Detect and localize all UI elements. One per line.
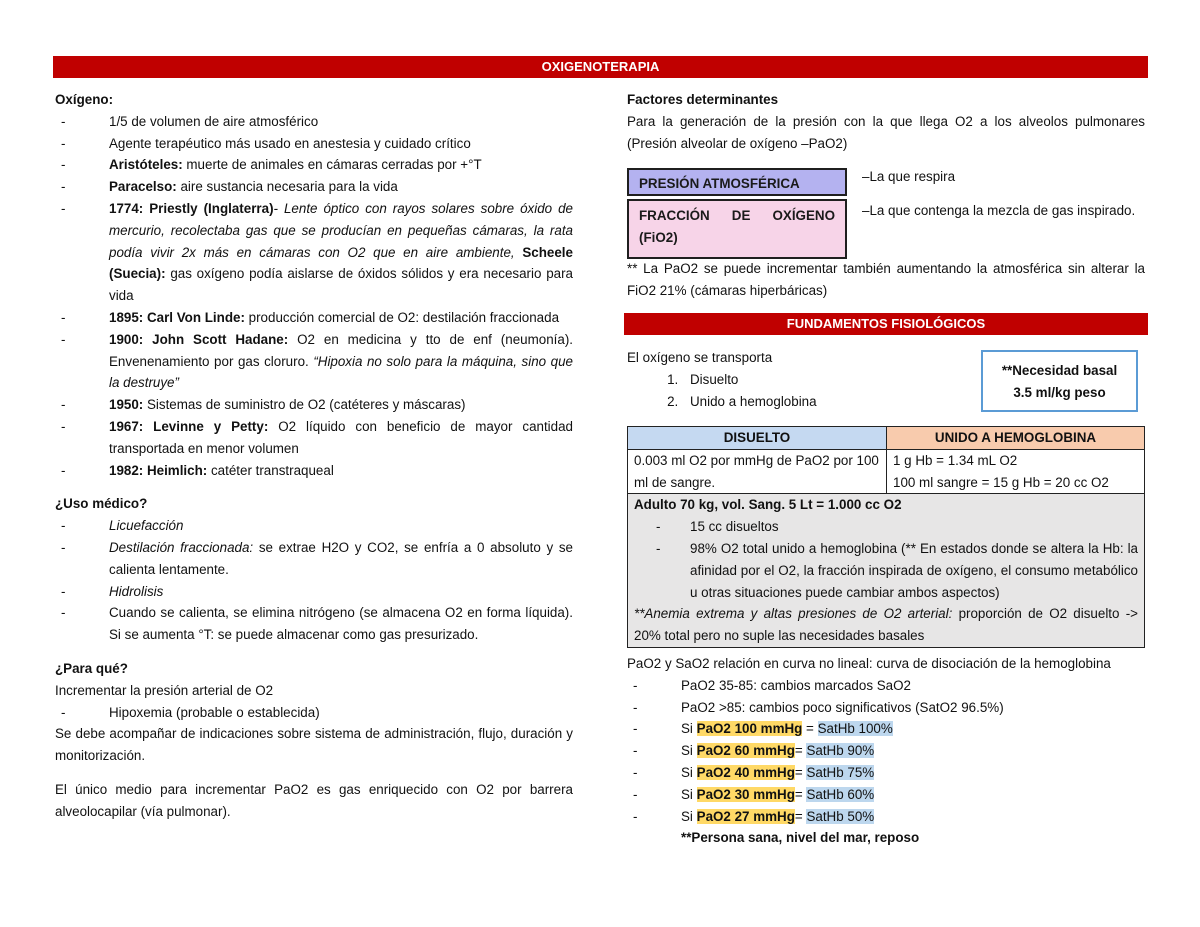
transporte-section — [627, 347, 947, 412]
list-item: - Si PaO2 30 mmHg= SatHb 60% — [627, 784, 1145, 806]
list-item: - Si PaO2 40 mmHg= SatHb 75% — [627, 762, 1145, 784]
table-header-disuelto: DISUELTO — [628, 427, 887, 450]
uso-heading: ¿Uso médico? — [55, 496, 148, 512]
list-item: - 1900: John Scott Hadane: O2 en medicina y tto de enf (neumonía). Envenenamiento por gas cloruro. “Hipoxia no solo para la máquina, sino que la destruye” — [55, 329, 573, 394]
main-title-banner: OXIGENOTERAPIA — [53, 56, 1148, 78]
necesidad-basal-box: **Necesidad basal 3.5 ml/kg peso — [981, 350, 1138, 412]
list-item: - 98% O2 total unido a hemoglobina (** En estados donde se altera la Hb: la afinidad por el O2, la fracción inspirada de oxígeno, el consumo metabólico u otras situaciones puede cambiar ambos aspectos) — [634, 538, 1138, 603]
list-item: - Hipoxemia (probable o establecida) — [55, 702, 573, 724]
list-item: - 1982: Heimlich: catéter transtraqueal — [55, 460, 573, 482]
fundamentos-banner: FUNDAMENTOS FISIOLÓGICOS — [624, 313, 1148, 335]
curva-list — [627, 675, 1145, 828]
factores-text: Para la generación de la presión con la que llega O2 a los alveolos pulmonares (Presión alveolar de oxígeno –PaO2) — [627, 113, 1145, 151]
persona-note: **Persona sana, nivel del mar, reposo — [681, 830, 920, 846]
factores-heading: Factores determinantes — [627, 92, 779, 107]
transporte-list — [627, 369, 947, 413]
list-item: - Cuando se calienta, se elimina nitrógeno (se almacena O2 en forma líquida). Si se aumenta °T: se puede almacenar como gas presurizado. — [55, 602, 573, 646]
list-item: - Si PaO2 27 mmHg= SatHb 50% — [627, 806, 1145, 828]
list-item: - Paracelso: aire sustancia necesaria para la vida — [55, 176, 573, 198]
factores-section — [627, 89, 1145, 154]
list-item: - 1/5 de volumen de aire atmosférico — [55, 111, 573, 133]
list-item: 1. Disuelto — [682, 369, 947, 391]
fraccion-oxigeno-box: FRACCIÓN DE OXÍGENO (FiO2) — [627, 199, 847, 259]
list-item: - 15 cc disueltos — [634, 516, 1138, 538]
list-item: - 1895: Carl Von Linde: producción comercial de O2: destilación fraccionada — [55, 307, 573, 329]
list-item: - Si PaO2 60 mmHg= SatHb 90% — [627, 740, 1145, 762]
presion-atmosferica-box: PRESIÓN ATMOSFÉRICA — [627, 168, 847, 196]
curva-section — [627, 653, 1145, 849]
presion-desc: –La que respira — [862, 169, 956, 184]
para-heading: ¿Para qué? — [55, 660, 128, 676]
list-item: - Aristóteles: muerte de animales en cámaras cerradas por +°T — [55, 154, 573, 176]
para-text-1: Incrementar la presión arterial de O2 — [55, 682, 274, 698]
list-item: - Destilación fraccionada: se extrae H2O y CO2, se enfría a 0 absoluto y se calienta lentamente. — [55, 537, 573, 581]
table-adulto-cell: Adulto 70 kg, vol. Sang. 5 Lt = 1.000 cc O2 - 15 cc disueltos - 98% O2 total unido a hemoglobina (** En estados donde se altera la Hb: la afinidad por el O2, la fracción inspirada de oxígeno, el consumo metabólico u otras situaciones puede cambiar ambos aspectos) **Anemia extrema y altas presiones de O2 arterial: proporción de O2 disuelto -> 20% total pero no suple las necesidades basales — [628, 494, 1145, 648]
transporta-text: El oxígeno se transporta — [627, 350, 773, 365]
list-item: - PaO2 35-85: cambios marcados SaO2 — [627, 675, 1145, 697]
transport-table — [627, 426, 1145, 648]
table-cell: 0.003 ml O2 por mmHg de PaO2 por 100 ml de sangre. — [628, 449, 887, 494]
oxigeno-list — [55, 111, 573, 482]
oxigeno-heading: Oxígeno: — [55, 92, 114, 107]
paO2-note: ** La PaO2 se puede incrementar también aumentando la atmosférica sin alterar la FiO2 21% (cámaras hiperbáricas) — [627, 261, 1145, 298]
list-item: - 1774: Priestly (Inglaterra)- Lente óptico con rayos solares sobre óxido de mercurio, recolectaba gas que se producían en pequeñas cámaras, la rata podía vivir 2x más en cámaras con O2 que en aire ambiente, Scheele (Suecia): gas oxígeno podía aislarse de óxidos sólidos y era necesario para vida — [55, 198, 573, 307]
list-item: 2. Unido a hemoglobina — [682, 391, 947, 413]
list-item: - 1967: Levinne y Petty: O2 líquido con beneficio de mayor cantidad transportada en menor volumen — [55, 416, 573, 460]
list-item: - 1950: Sistemas de suministro de O2 (catéteres y máscaras) — [55, 394, 573, 416]
para-text-3: El único medio para incrementar PaO2 es gas enriquecido con O2 por barrera alveolocapilar (vía pulmonar). — [55, 781, 573, 819]
left-column — [55, 89, 573, 823]
para-list — [55, 702, 573, 724]
list-item: - Si PaO2 100 mmHg = SatHb 100% — [627, 718, 1145, 740]
para-text-2: Se debe acompañar de indicaciones sobre sistema de administración, flujo, duración y monitorización. — [55, 726, 573, 764]
fraccion-desc: –La que contenga la mezcla de gas inspirado. — [862, 203, 1136, 218]
list-item: - Licuefacción — [55, 515, 573, 537]
table-header-hemoglobina: UNIDO A HEMOGLOBINA — [887, 427, 1145, 450]
uso-list — [55, 515, 573, 646]
list-item: - Hidrolisis — [55, 581, 573, 603]
table-cell: 1 g Hb = 1.34 mL O2 100 ml sangre = 15 g Hb = 20 cc O2 — [887, 449, 1145, 494]
list-item: - PaO2 >85: cambios poco significativos (SatO2 96.5%) — [627, 697, 1145, 719]
list-item: - Agente terapéutico más usado en anestesia y cuidado crítico — [55, 133, 573, 155]
curva-text: PaO2 y SaO2 relación en curva no lineal: curva de disociación de la hemoglobina — [627, 656, 1111, 671]
